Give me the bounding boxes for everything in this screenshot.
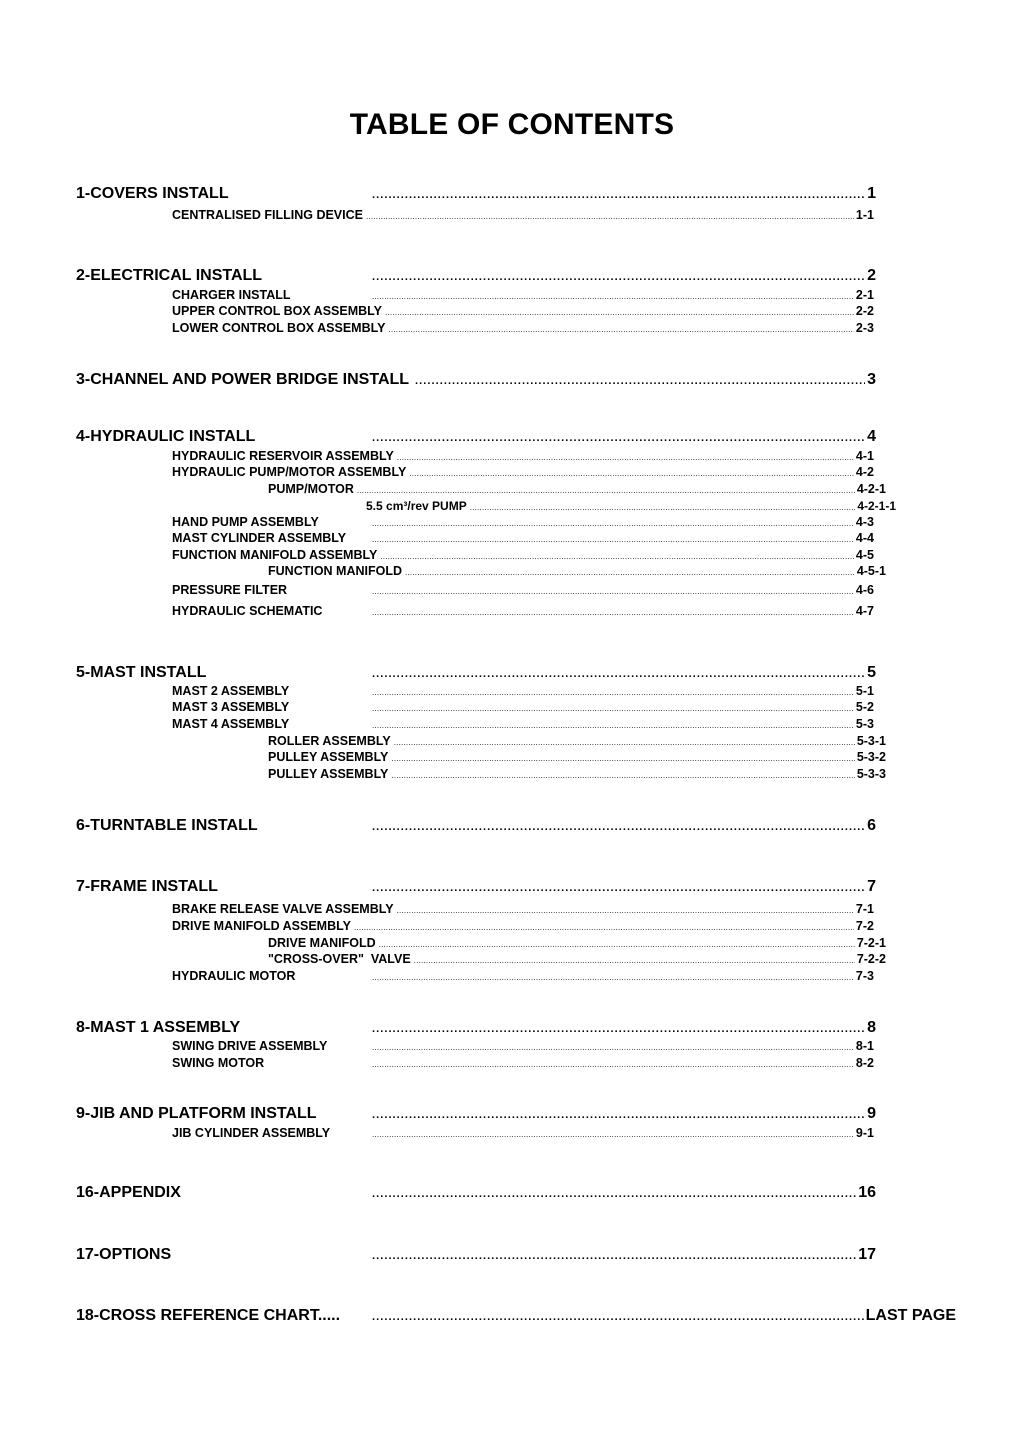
toc-label: MAST 2 ASSEMBLY: [172, 684, 290, 698]
toc-entry-covers[interactable]: [76, 185, 876, 203]
dot-leader: [372, 704, 854, 713]
toc-entry-options[interactable]: [76, 1246, 876, 1264]
toc-page: 9: [867, 1105, 876, 1122]
toc-label: 7-FRAME INSTALL: [76, 878, 218, 895]
toc-label: 6-TURNTABLE INSTALL: [76, 817, 258, 834]
dot-leader: [372, 271, 865, 283]
dot-leader: [372, 432, 865, 444]
dot-leader: [385, 308, 854, 317]
toc-page: 5-2: [855, 700, 874, 714]
toc-page: 5: [867, 664, 876, 681]
toc-label: CHARGER INSTALL: [172, 288, 291, 302]
toc-label: MAST 4 ASSEMBLY: [172, 717, 290, 731]
toc-entry-hand-pump[interactable]: [172, 515, 874, 529]
toc-entry-pump-motor-assembly[interactable]: [172, 465, 874, 479]
toc-label: HAND PUMP ASSEMBLY: [172, 515, 319, 529]
toc-label: MAST CYLINDER ASSEMBLY: [172, 531, 347, 545]
toc-page: 2-1: [855, 288, 874, 302]
toc-label: HYDRAULIC SCHEMATIC: [172, 604, 323, 618]
dot-leader: [354, 923, 854, 932]
dot-leader: [394, 738, 855, 747]
toc-entry-mast3[interactable]: [172, 700, 874, 714]
toc-page: 5-3-1: [856, 734, 886, 748]
toc-label: PULLEY ASSEMBLY: [268, 767, 389, 781]
toc-entry-pressure-filter[interactable]: [172, 583, 874, 597]
dot-leader: [372, 821, 865, 833]
dot-leader: [372, 1130, 854, 1139]
dot-leader: [372, 882, 865, 894]
toc-entry-appendix[interactable]: [76, 1184, 876, 1202]
toc-label: 16-APPENDIX: [76, 1184, 181, 1201]
toc-entry-jib-cylinder[interactable]: [172, 1126, 874, 1140]
toc-entry-drive-manifold[interactable]: [268, 936, 886, 950]
toc-label: SWING MOTOR: [172, 1056, 265, 1070]
dot-leader: [372, 721, 854, 730]
toc-page: 17: [858, 1246, 876, 1263]
dot-leader: [388, 325, 853, 334]
toc-entry-lower-control[interactable]: [172, 321, 874, 335]
toc-entry-mast4[interactable]: [172, 717, 874, 731]
toc-page: 8: [867, 1019, 876, 1036]
dot-leader: [391, 771, 854, 780]
dot-leader: [414, 956, 855, 965]
toc-label: "CROSS-OVER" VALVE: [268, 952, 411, 966]
toc-page: 4-5: [855, 548, 874, 562]
toc-entry-drive-manifold-assembly[interactable]: [172, 919, 874, 933]
toc-page: 4-5-1: [856, 564, 886, 578]
toc-entry-channel[interactable]: [76, 371, 876, 389]
toc-label: FUNCTION MANIFOLD: [268, 564, 403, 578]
toc-entry-pulley-2[interactable]: [268, 767, 886, 781]
toc-page: 8-1: [855, 1039, 874, 1053]
toc-entry-pump-55[interactable]: [366, 499, 896, 513]
toc-page: 6: [867, 817, 876, 834]
dot-leader: [372, 292, 854, 301]
toc-entry-centralised[interactable]: [172, 208, 874, 222]
dot-leader: [372, 1023, 865, 1035]
toc-entry-mast1[interactable]: [76, 1019, 876, 1037]
toc-page: 5-3-2: [856, 750, 886, 764]
toc-page: 7-1: [855, 902, 874, 916]
toc-page: 4-4: [855, 531, 874, 545]
toc-page: 4-6: [855, 583, 874, 597]
dot-leader: [380, 552, 854, 561]
toc-entry-reservoir[interactable]: [172, 449, 874, 463]
dot-leader: [391, 754, 854, 763]
toc-page: 3: [867, 371, 876, 388]
toc-page: 7-2: [855, 919, 874, 933]
dot-leader: [372, 1250, 856, 1262]
dot-leader: [372, 1109, 865, 1121]
toc-label: CENTRALISED FILLING DEVICE: [172, 208, 363, 222]
toc-label: 9-JIB AND PLATFORM INSTALL: [76, 1105, 317, 1122]
dot-leader: [366, 212, 854, 221]
toc-page: 2: [867, 267, 876, 284]
toc-page: 1-1: [855, 208, 874, 222]
toc-entry-function-manifold-assembly[interactable]: [172, 548, 874, 562]
dot-leader: [415, 375, 865, 387]
toc-entry-swing-drive[interactable]: [172, 1039, 874, 1053]
dot-leader: [372, 1311, 864, 1323]
toc-page: 2-3: [855, 321, 874, 335]
toc-page: 5-3-3: [856, 767, 886, 781]
toc-page: 4-2: [855, 465, 874, 479]
dot-leader: [372, 587, 854, 596]
toc-label: UPPER CONTROL BOX ASSEMBLY: [172, 304, 382, 318]
toc-entry-upper-control[interactable]: [172, 304, 874, 318]
toc-page: 5-1: [855, 684, 874, 698]
toc-page: 4-3: [855, 515, 874, 529]
toc-entry-roller[interactable]: [268, 734, 886, 748]
toc-page: 4-1: [855, 449, 874, 463]
toc-entry-mast2[interactable]: [172, 684, 874, 698]
toc-label: MAST 3 ASSEMBLY: [172, 700, 290, 714]
toc-page: 4-7: [855, 604, 874, 618]
dot-leader: [405, 568, 855, 577]
dot-leader: [372, 535, 854, 544]
toc-label: PULLEY ASSEMBLY: [268, 750, 389, 764]
dot-leader: [372, 1060, 854, 1069]
toc-entry-turntable[interactable]: [76, 817, 876, 835]
toc-label: DRIVE MANIFOLD ASSEMBLY: [172, 919, 351, 933]
toc-label: DRIVE MANIFOLD: [268, 936, 376, 950]
toc-page: 7-2-2: [856, 952, 886, 966]
toc-label: HYDRAULIC PUMP/MOTOR ASSEMBLY: [172, 465, 407, 479]
dot-leader: [379, 940, 855, 949]
toc-entry-schematic[interactable]: [172, 604, 874, 618]
dot-leader: [372, 608, 854, 617]
toc-label: 4-HYDRAULIC INSTALL: [76, 428, 256, 445]
toc-label: 1-COVERS INSTALL: [76, 185, 229, 202]
dot-leader: [357, 486, 855, 495]
dot-leader: [372, 189, 865, 201]
toc-entry-hydraulic[interactable]: [76, 428, 876, 446]
toc-page: 2-2: [855, 304, 874, 318]
toc-label: 5-MAST INSTALL: [76, 664, 207, 681]
toc-page: 1: [867, 185, 876, 202]
toc-entry-hydraulic-motor[interactable]: [172, 969, 874, 983]
toc-entry-swing-motor[interactable]: [172, 1056, 874, 1070]
toc-entry-frame[interactable]: [76, 878, 876, 896]
toc-label: 8-MAST 1 ASSEMBLY: [76, 1019, 241, 1036]
toc-label: PRESSURE FILTER: [172, 583, 288, 597]
toc-entry-cross-reference[interactable]: [76, 1307, 956, 1325]
toc-label: HYDRAULIC MOTOR: [172, 969, 296, 983]
toc-page: 7: [867, 878, 876, 895]
toc-entry-jib[interactable]: [76, 1105, 876, 1123]
toc-label: 2-ELECTRICAL INSTALL: [76, 267, 263, 284]
toc-label: LOWER CONTROL BOX ASSEMBLY: [172, 321, 386, 335]
toc-label: FUNCTION MANIFOLD ASSEMBLY: [172, 548, 378, 562]
toc-page: 9-1: [855, 1126, 874, 1140]
toc-page: LAST PAGE: [865, 1307, 956, 1324]
dot-leader: [372, 688, 854, 697]
toc-page: 7-2-1: [856, 936, 886, 950]
toc-entry-mast-cylinder[interactable]: [172, 531, 874, 545]
toc-page: 5-3: [855, 717, 874, 731]
toc-page: 4-2-1: [856, 482, 886, 496]
toc-label: PUMP/MOTOR: [268, 482, 354, 496]
toc-entry-electrical[interactable]: [76, 267, 876, 285]
toc-label: 5.5 cm³/rev PUMP: [366, 499, 467, 513]
toc-entry-pulley-1[interactable]: [268, 750, 886, 764]
toc-page: 4-2-1-1: [857, 499, 896, 513]
toc-entry-brake[interactable]: [172, 902, 874, 916]
toc-entry-cross-over[interactable]: [268, 952, 886, 966]
toc-label: HYDRAULIC RESERVOIR ASSEMBLY: [172, 449, 394, 463]
dot-leader: [409, 469, 854, 478]
page-title: TABLE OF CONTENTS: [349, 108, 675, 141]
toc-entry-mast[interactable]: [76, 664, 876, 682]
dot-leader: [372, 973, 854, 982]
toc-label: 3-CHANNEL AND POWER BRIDGE INSTALL: [76, 371, 410, 388]
dot-leader: [372, 1188, 856, 1200]
toc-page: 7-3: [855, 969, 874, 983]
toc-label: 17-OPTIONS: [76, 1246, 172, 1263]
toc-page: 8-2: [855, 1056, 874, 1070]
toc-label: BRAKE RELEASE VALVE ASSEMBLY: [172, 902, 394, 916]
toc-entry-pump-motor[interactable]: [268, 482, 886, 496]
dot-leader: [372, 1043, 854, 1052]
dot-leader: [470, 503, 856, 512]
toc-entry-function-manifold[interactable]: [268, 564, 886, 578]
toc-label: JIB CYLINDER ASSEMBLY: [172, 1126, 331, 1140]
toc-entry-charger[interactable]: [172, 288, 874, 302]
toc-page: 4: [867, 428, 876, 445]
dot-leader: [372, 519, 854, 528]
toc-label: SWING DRIVE ASSEMBLY: [172, 1039, 328, 1053]
dot-leader: [372, 668, 865, 680]
dot-leader: [397, 453, 854, 462]
dot-leader: [397, 906, 854, 915]
toc-label: ROLLER ASSEMBLY: [268, 734, 391, 748]
toc-page: 16: [858, 1184, 876, 1201]
toc-label: 18-CROSS REFERENCE CHART.....: [76, 1307, 341, 1324]
